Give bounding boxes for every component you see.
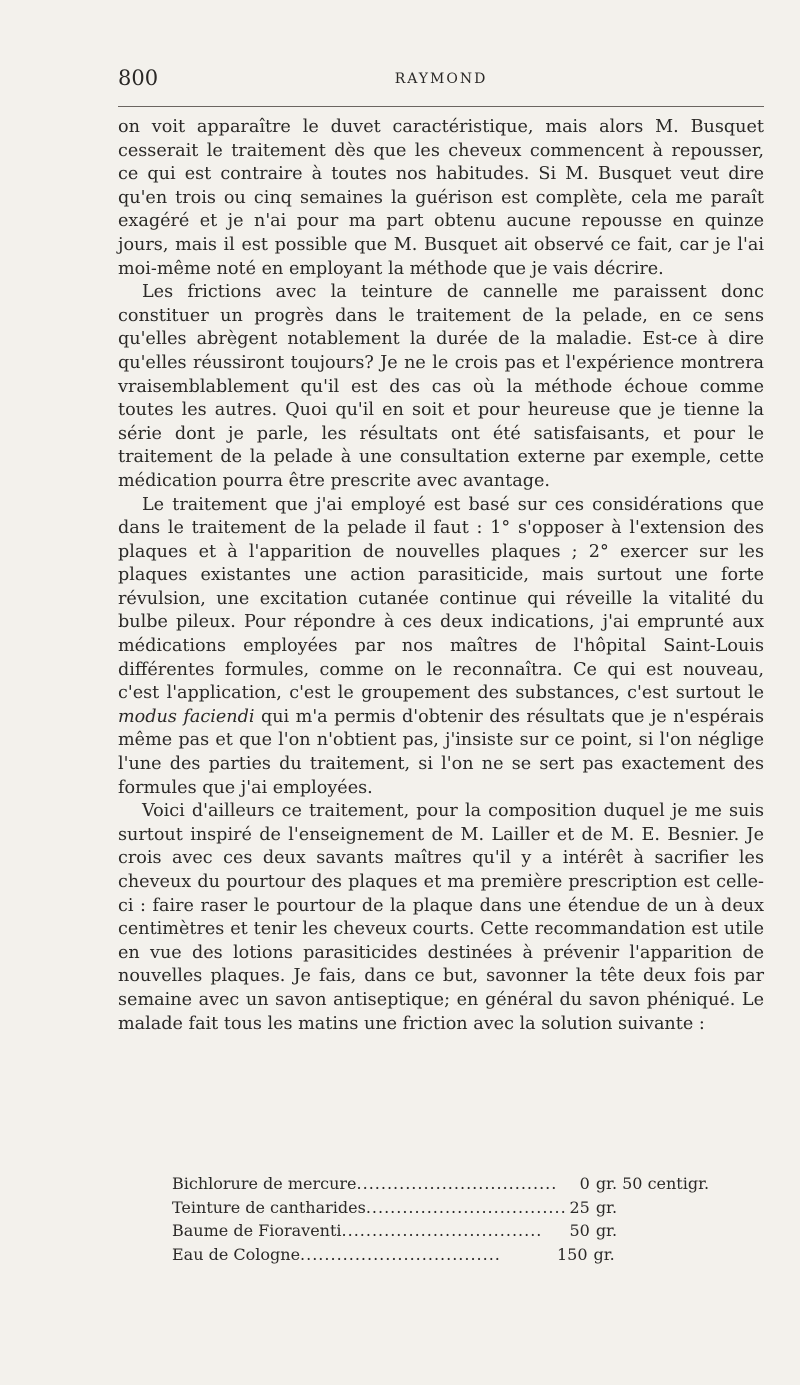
recipe-row	[172, 1196, 732, 1220]
italic-term: modus faciendi	[118, 706, 255, 727]
leader-dots: .................................	[356, 1174, 558, 1193]
recipe-row	[172, 1219, 732, 1243]
leader-dots: .................................	[341, 1221, 543, 1240]
recipe-row	[172, 1243, 732, 1267]
leader-dots: .................................	[365, 1197, 567, 1217]
ingredient-label: Eau de Cologne	[172, 1244, 301, 1264]
leader-dots: .................................	[300, 1244, 501, 1264]
ingredient-quantity: 25	[569, 1197, 590, 1217]
header-rule	[118, 106, 764, 107]
running-head: RAYMOND	[394, 71, 488, 87]
paragraph-1: on voit apparaître le duvet caractéristique, mais alors M. Busquet cesserait le traitement dès que les cheveux commencent à repousser, ce qui est contraire à toutes nos habitudes. Si M. Busquet veut dire qu'en trois ou cinq semaines la guérison est complète, cela me paraît exagéré et je n'ai pour ma part obtenu aucune repousse en quinze jours, mais il est possible que M. Busquet ait observé ce fait, car je l'ai moi-même noté en employant la méthode que je vais décrire.	[118, 117, 764, 279]
ingredient-unit: gr.	[595, 1221, 618, 1240]
recipe-list	[172, 1172, 732, 1266]
ingredient-name	[172, 1243, 508, 1267]
ingredient-unit: gr.	[593, 1244, 615, 1264]
ingredient-unit: gr. 50 centigr.	[595, 1174, 710, 1193]
ingredient-name	[172, 1196, 567, 1220]
ingredient-label: Baume de Fioraventi	[172, 1221, 342, 1240]
page-number: 800	[118, 66, 159, 90]
ingredient-name	[172, 1172, 558, 1196]
ingredient-unit: gr.	[595, 1197, 618, 1217]
ingredient-quantity: 150	[556, 1244, 588, 1264]
ingredient-name	[172, 1219, 543, 1243]
body-text	[118, 116, 764, 1036]
page-header	[118, 66, 764, 96]
ingredient-quantity: 50	[569, 1221, 590, 1240]
recipe-row	[172, 1172, 732, 1196]
ingredient-label: Teinture de cantharides	[172, 1197, 366, 1217]
paragraph-4: Voici d'ailleurs ce traitement, pour la composition duquel je me suis surtout inspiré de l'enseignement de M. Lailler et de M. E. Besnier. Je crois avec ces deux savants maîtres qu'il y a intérêt à sacrifier les cheveux du pourtour des plaques et ma première prescription est celle-ci : faire raser le pourtour de la plaque dans une étendue de un à deux centimètres et tenir les cheveux courts. Cette recommandation est utile en vue des lotions parasiticides destinées à prévenir l'apparition de nouvelles plaques. Je fais, dans ce but, savonner la tête deux fois par semaine avec un savon antiseptique; en général du savon phéniqué. Le malade fait tous les matins une friction avec la solution suivante :	[118, 801, 764, 1034]
paragraph-3-part-1: Le traitement que j'ai employé est basé sur ces considérations que dans le traitement de la pelade il faut : 1° s'opposer à l'extension des plaques et à l'apparition de nouvelles plaques ; 2° exercer sur les plaques existantes une action parasiticide, mais surtout une forte révulsion, une excitation cutanée continue qui réveille la vitalité du bulbe pileux. Pour répondre à ces deux indications, j'ai emprunté aux médications employées par nos maîtres de l'hôpital Saint-Louis différentes formules, comme on le reconnaîtra. Ce qui est nouveau, c'est l'application, c'est le groupement des substances, c'est surtout le	[118, 494, 764, 704]
paragraph-2: Les frictions avec la teinture de cannelle me paraissent donc constituer un progrès dans le traitement de la pelade, en ce sens qu'elles abrègent notablement la durée de la maladie. Est-ce à dire qu'elles réussiront toujours? Je ne le crois pas et l'expérience montrera vraisemblablement qu'il est des cas où la méthode échoue comme toutes les autres. Quoi qu'il en soit et pour heureuse que je tienne la série dont je parle, les résultats ont été satisfaisants, et pour le traitement de la pelade à une consultation externe par exemple, cette médication pourra être prescrite avec avantage.	[118, 282, 764, 491]
paragraph-3-part-2: qui m'a permis d'obtenir des résultats que je n'espérais même pas et que l'on n'obtient pas, j'insiste sur ce point, si l'on néglige l'une des parties du traitement, si l'on ne se sert pas exactement des formules que j'ai employées.	[118, 706, 765, 798]
ingredient-quantity: 0	[579, 1174, 590, 1193]
ingredient-label: Bichlorure de mercure	[172, 1174, 357, 1193]
paragraph-3	[118, 494, 764, 801]
